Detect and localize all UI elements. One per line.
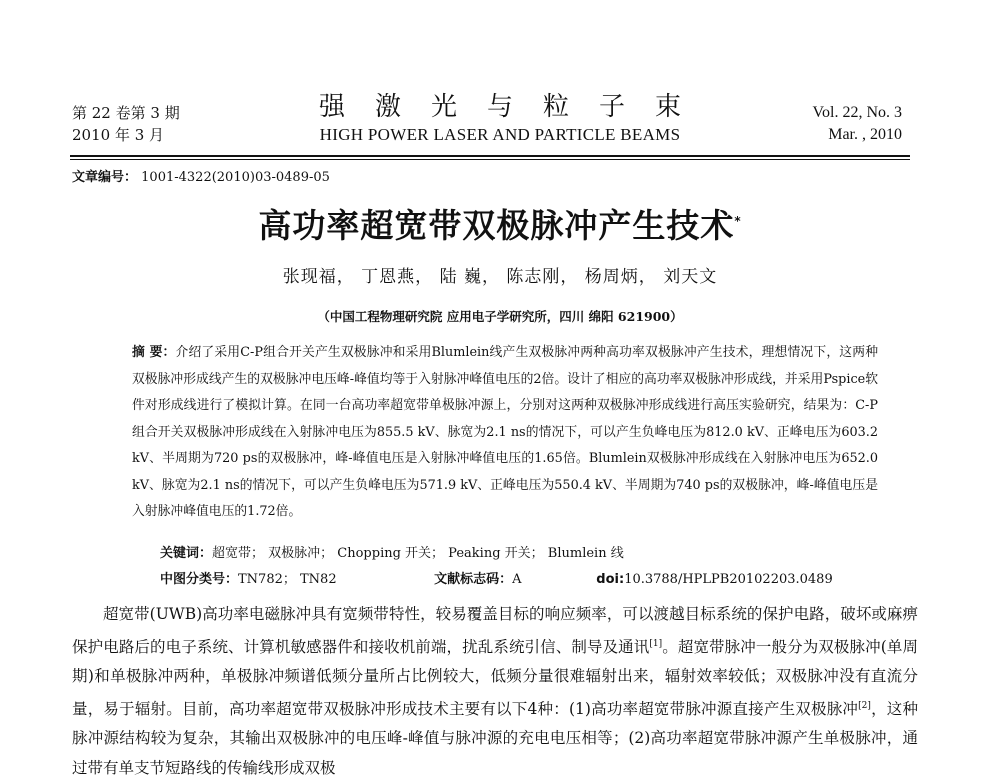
authors: 张现福， 丁恩燕， 陆 巍， 陈志刚， 杨周炳， 刘天文 (282, 267, 718, 287)
clc-label: 中图分类号： (160, 572, 239, 587)
body-paragraph (72, 600, 918, 783)
clc-value: TN782； TN82 (238, 572, 337, 587)
keywords (160, 542, 624, 561)
doi-label: doi: (596, 572, 625, 587)
date-cn: 2010 年 3 月 (72, 126, 165, 144)
article-number-label: 文章编号： (72, 170, 138, 185)
journal-issue-en (813, 102, 903, 146)
body-part-2: 。超宽带脉冲一般分为双极脉冲(单周期)和单极脉冲两种，单极脉冲频谱低频分量所占比例较大，低频分量很难辐射出来，辐射效率较低；双极脉冲没有直流分量，易于辐射。目前，高功率超宽带双极脉冲形成技术主要有以下4种：(1)高功率超宽带脉冲源直接产生双极脉冲 (72, 637, 918, 718)
journal-name-cn: 强激光与粒子束 (318, 92, 711, 122)
doi-value: 10.3788/HPLPB20102203.0489 (624, 572, 833, 587)
header-rule (70, 155, 910, 157)
volume-en: Vol. 22, No. 3 (812, 104, 902, 121)
classification-line (160, 568, 880, 587)
volume-cn: 第 22 卷第 3 期 (72, 104, 180, 122)
abstract (132, 340, 878, 526)
title-footnote-mark: * (734, 214, 742, 228)
abstract-label: 摘 要： (132, 345, 176, 360)
citation-2[interactable]: [2] (858, 700, 871, 711)
keywords-label: 关键词： (160, 546, 213, 561)
journal-name (250, 90, 750, 146)
paper-title (0, 200, 1000, 247)
abstract-text: 介绍了采用C-P组合开关产生双极脉冲和采用Blumlein线产生双极脉冲两种高功率双极脉冲产生技术，理想情况下，这两种双极脉冲形成线产生的双极脉冲电压峰-峰值均等于入射脉冲峰值电压的2倍。设计了相应的高功率双极脉冲形成线，并采用Pspice软件对形成线进行了模拟计算。在同一台高功率超宽带单极脉冲源上，分别对这两种双极脉冲形成线进行高压实验研究，结果为：C-P组合开关双极脉冲形成线在入射脉冲电压为855.5 kV、脉宽为2.1 ns的情况下，可以产生负峰电压为812.0 kV、正峰电压为603.2 kV、半周期为720 ps的双极脉冲，峰-峰值电压是入射脉冲峰值电压的1.65倍。Blumlein双极脉冲形成线在入射脉冲电压为652.0 kV、脉宽为2.1 ns的情况下，可以产生负峰电压为571.9 kV、正峰电压为550.4 kV、半周期为740 ps的双极脉冲，峰-峰值电压是入射脉冲峰值电压的1.72倍。 (132, 345, 878, 519)
keywords-text: 超宽带； 双极脉冲； Chopping 开关； Peaking 开关； Blumlein 线 (212, 546, 624, 561)
citation-1[interactable]: [1] (649, 638, 663, 649)
paper-title-text: 高功率超宽带双极脉冲产生技术 (258, 206, 735, 245)
body-part-3: ，这种脉冲源结构较为复杂，其输出双极脉冲的电压峰-峰值与脉冲源的充电电压相等；(2)高功率超宽带脉冲源产生单极脉冲，通过带有单支节短路线的传输线形成双极 (72, 699, 918, 777)
article-number-value: 1001-4322(2010)03-0489-05 (141, 170, 330, 185)
journal-name-en: HIGH POWER LASER AND PARTICLE BEAMS (319, 125, 681, 144)
body-part-1: 超宽带(UWB)高功率电磁脉冲具有宽频带特性，较易覆盖目标的响应频率，可以渡越目标系统的保护电路，破坏或麻痹保护电路后的电子系统、计算机敏感器件和接收机前端，扰乱系统引信、制导及通讯 (72, 605, 918, 656)
journal-issue-cn (72, 102, 180, 146)
affiliation: （中国工程物理研究院 应用电子学研究所，四川 绵阳 621900） (317, 309, 683, 324)
date-en: Mar. , 2010 (828, 126, 902, 143)
doc-code-label: 文献标志码： (434, 572, 513, 587)
article-number (72, 166, 330, 185)
doc-code-value: A (512, 572, 522, 587)
header-rule-thin (70, 159, 910, 160)
